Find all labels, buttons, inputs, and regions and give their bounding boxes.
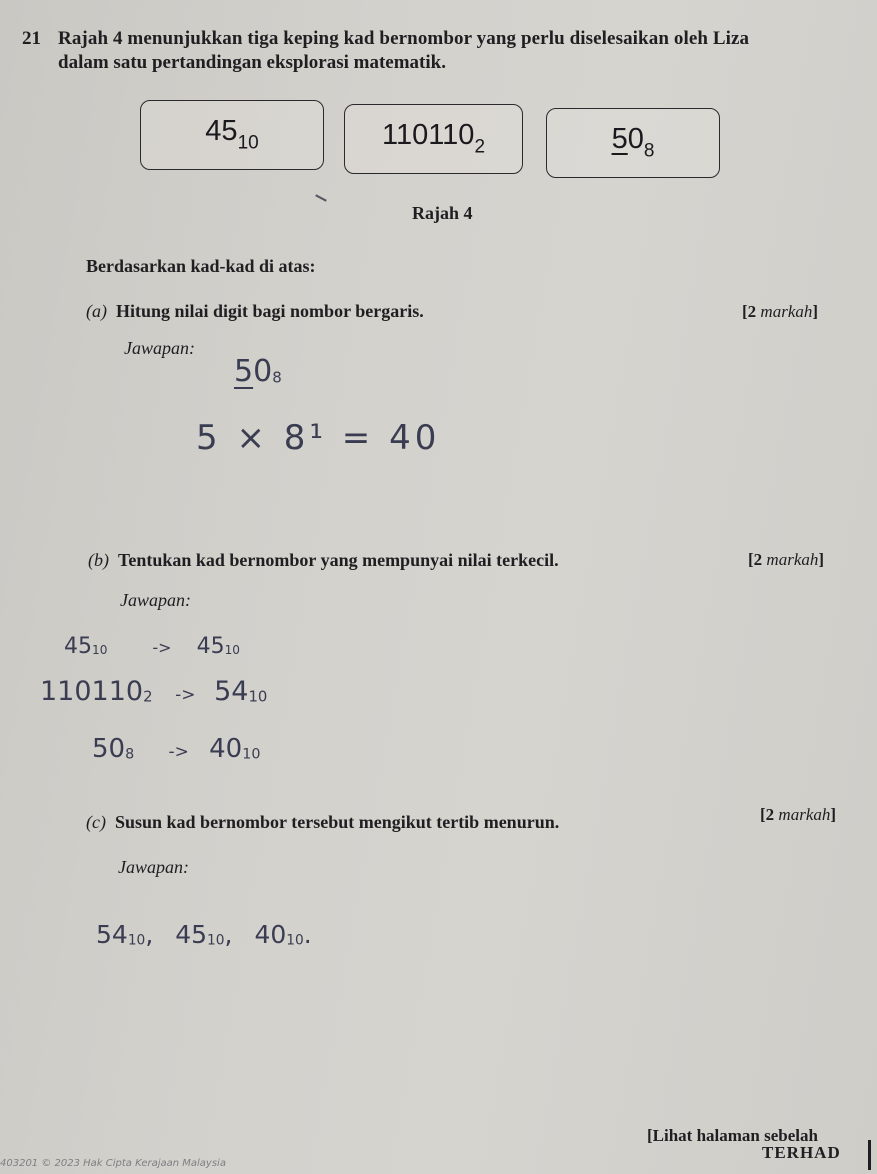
card-3-value: $50_8$ [611,123,655,162]
question-text-line-1: Rajah 4 menunjukkan tiga keping kad bernombor yang perlu diselesaikan oleh Liza [58,28,750,49]
part-a-marks: [2 markah] [742,302,819,321]
footer-turn-page-note: [Lihat halaman sebelah [647,1126,818,1145]
part-c-question: (c) Susun kad bernombor tersebut mengikut tertib menurun. [86,812,560,832]
part-c-hand-answer: $54_{10}$, $45_{10}$, $40_{10}$. [96,920,312,949]
figure-caption: Rajah 4 [412,203,473,223]
card-1-value: $45_{10}$ [205,115,259,154]
pen-mark [315,194,327,201]
part-b-hand-row-2: $110110_2 -> 54_{10}$ [40,676,268,707]
part-b-marks: [2 markah] [748,550,825,569]
footer-copyright: 403201 © 2023 Hak Cipta Kerajaan Malaysia [0,1158,226,1169]
part-a-question: (a) Hitung nilai digit bagi nombor bergaris. [86,301,424,321]
intro-text: Berdasarkan kad-kad di atas: [86,256,316,276]
part-a-answer-label: Jawapan: [124,338,195,358]
part-b-hand-row-1: $45_{10} -> 45_{10}$ [64,634,240,659]
part-a-hand-number: $50_8$ [234,354,282,389]
card-2-value: $110110_2$ [381,119,486,158]
part-b-answer-label: Jawapan: [120,590,191,610]
footer-terhad: TERHAD [762,1143,841,1162]
question-text-line-2: dalam satu pertandingan eksplorasi matematik. [58,52,446,73]
footer-bar [868,1140,871,1170]
part-c-answer-label: Jawapan: [118,857,189,877]
part-b-hand-row-3: $50_8 -> 40_{10}$ [92,734,261,764]
part-b-question: (b) Tentukan kad bernombor yang mempunyai nilai terkecil. [88,550,559,570]
question-number: 21 [22,28,41,49]
number-card-1 [140,100,324,170]
part-a-hand-working: 5 × 8¹ = 40 [196,418,441,458]
number-card-2 [344,104,523,174]
number-card-3 [546,108,720,178]
part-c-marks: [2 markah] [760,805,837,824]
